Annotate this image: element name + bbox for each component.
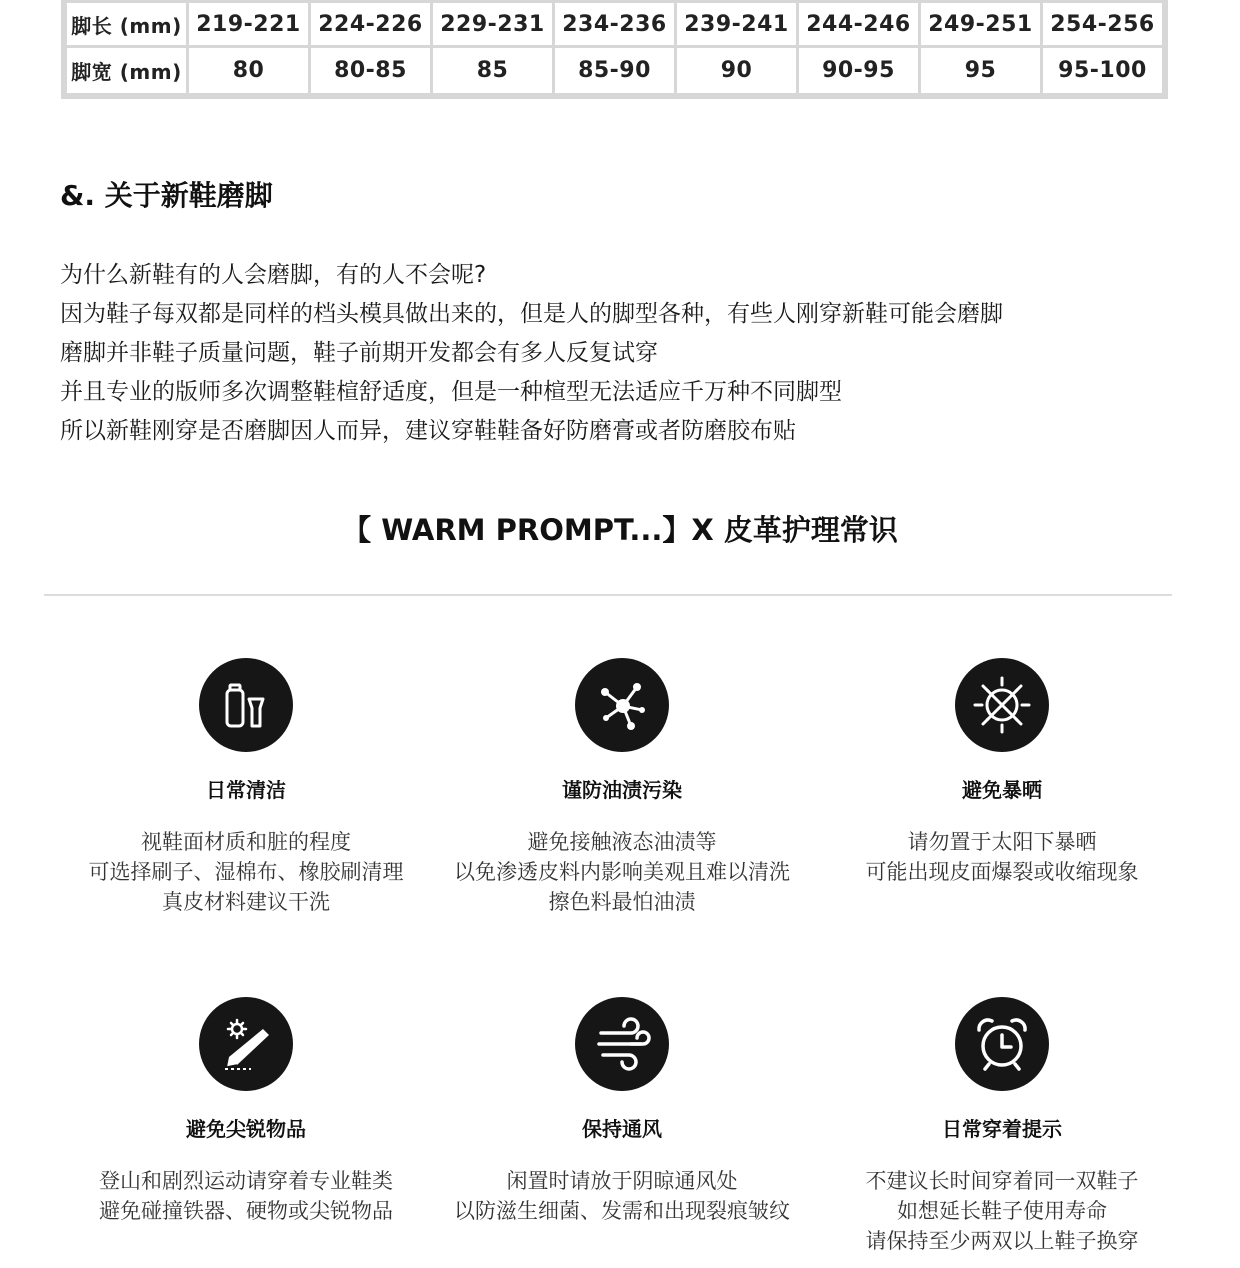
foot-length-row xyxy=(67,3,1162,45)
paragraph-line: 为什么新鞋有的人会磨脚，有的人不会呢? xyxy=(60,262,487,288)
paragraph-line: 并且专业的版师多次调整鞋楦舒适度，但是一种楦型无法适应千万种不同脚型 xyxy=(60,379,842,405)
care-description-line: 擦色料最怕油渍 xyxy=(548,890,696,914)
care-description-line: 避免碰撞铁器、硬物或尖锐物品 xyxy=(99,1199,393,1223)
table-cell: 90-95 xyxy=(799,48,918,93)
table-cell: 229-231 xyxy=(433,3,552,45)
foot-width-row xyxy=(67,48,1162,93)
wind-icon xyxy=(575,997,669,1091)
care-title: 日常清洁 xyxy=(206,778,286,802)
care-item-avoid-sun xyxy=(802,658,1202,887)
care-title: 日常穿着提示 xyxy=(942,1117,1062,1141)
blade-icon xyxy=(199,997,293,1091)
care-description-line: 不建议长时间穿着同一双鞋子 xyxy=(865,1169,1139,1193)
care-item-ventilation xyxy=(422,997,822,1226)
paragraph-line: 磨脚并非鞋子质量问题，鞋子前期开发都会有多人反复试穿 xyxy=(60,340,658,366)
table-cell: 95-100 xyxy=(1043,48,1162,93)
warm-prompt-banner: 【 WARM PROMPT...】X 皮革护理常识 xyxy=(342,513,898,547)
care-description-line: 闲置时请放于阴晾通风处 xyxy=(506,1169,738,1193)
care-item-avoid-sharp xyxy=(46,997,446,1226)
care-description-line: 避免接触液态油渍等 xyxy=(527,830,717,854)
table-cell: 234-236 xyxy=(555,3,674,45)
stain-splash-icon xyxy=(575,658,669,752)
table-cell: 244-246 xyxy=(799,3,918,45)
care-description-line: 可选择刷子、湿棉布、橡胶刷清理 xyxy=(88,860,404,884)
alarm-clock-icon xyxy=(955,997,1049,1091)
care-description xyxy=(802,827,1202,887)
care-description-line: 如想延长鞋子使用寿命 xyxy=(897,1199,1107,1223)
table-cell: 254-256 xyxy=(1043,3,1162,45)
divider xyxy=(44,594,1172,596)
care-title: 保持通风 xyxy=(582,1117,662,1141)
care-description xyxy=(46,827,446,917)
size-table xyxy=(61,0,1168,99)
care-title: 避免暴晒 xyxy=(962,778,1042,802)
table-cell: 95 xyxy=(921,48,1040,93)
care-description xyxy=(46,1166,446,1226)
care-description-line: 请勿置于太阳下暴晒 xyxy=(907,830,1097,854)
table-cell: 80-85 xyxy=(311,48,430,93)
care-title: 谨防油渍污染 xyxy=(562,778,682,802)
no-sun-icon xyxy=(955,658,1049,752)
care-description xyxy=(422,1166,822,1226)
care-item-daily-wearing xyxy=(802,997,1202,1256)
paragraph-line: 因为鞋子每双都是同样的档头模具做出来的，但是人的脚型各种，有些人刚穿新鞋可能会磨脚 xyxy=(60,301,1003,327)
table-cell: 249-251 xyxy=(921,3,1040,45)
table-cell: 80 xyxy=(189,48,308,93)
table-cell: 90 xyxy=(677,48,796,93)
foot-width-label: 脚宽 (mm) xyxy=(67,48,186,93)
table-cell: 219-221 xyxy=(189,3,308,45)
table-cell: 85 xyxy=(433,48,552,93)
table-cell: 239-241 xyxy=(677,3,796,45)
care-item-daily-cleaning xyxy=(46,658,446,917)
table-cell: 85-90 xyxy=(555,48,674,93)
care-description-line: 以免渗透皮料内影响美观且难以清洗 xyxy=(454,860,790,884)
care-title: 避免尖锐物品 xyxy=(186,1117,306,1141)
blister-paragraph xyxy=(60,256,1180,451)
care-description-line: 真皮材料建议干洗 xyxy=(162,890,330,914)
care-description-line: 请保持至少两双以上鞋子换穿 xyxy=(865,1229,1139,1253)
care-description-line: 视鞋面材质和脏的程度 xyxy=(141,830,351,854)
care-description-line: 可能出现皮面爆裂或收缩现象 xyxy=(865,860,1139,884)
paragraph-line: 所以新鞋刚穿是否磨脚因人而异，建议穿鞋鞋备好防磨膏或者防磨胶布贴 xyxy=(60,418,796,444)
care-description-line: 登山和剧烈运动请穿着专业鞋类 xyxy=(99,1169,393,1193)
table-cell: 224-226 xyxy=(311,3,430,45)
foot-length-label: 脚长 (mm) xyxy=(67,3,186,45)
care-description xyxy=(802,1166,1202,1256)
care-description-line: 以防滋生细菌、发需和出现裂痕皱纹 xyxy=(454,1199,790,1223)
size-table-grid xyxy=(64,0,1165,96)
bottles-icon xyxy=(199,658,293,752)
care-description xyxy=(422,827,822,917)
blister-section-title: &. 关于新鞋磨脚 xyxy=(60,179,273,212)
care-item-oil-stain xyxy=(422,658,822,917)
